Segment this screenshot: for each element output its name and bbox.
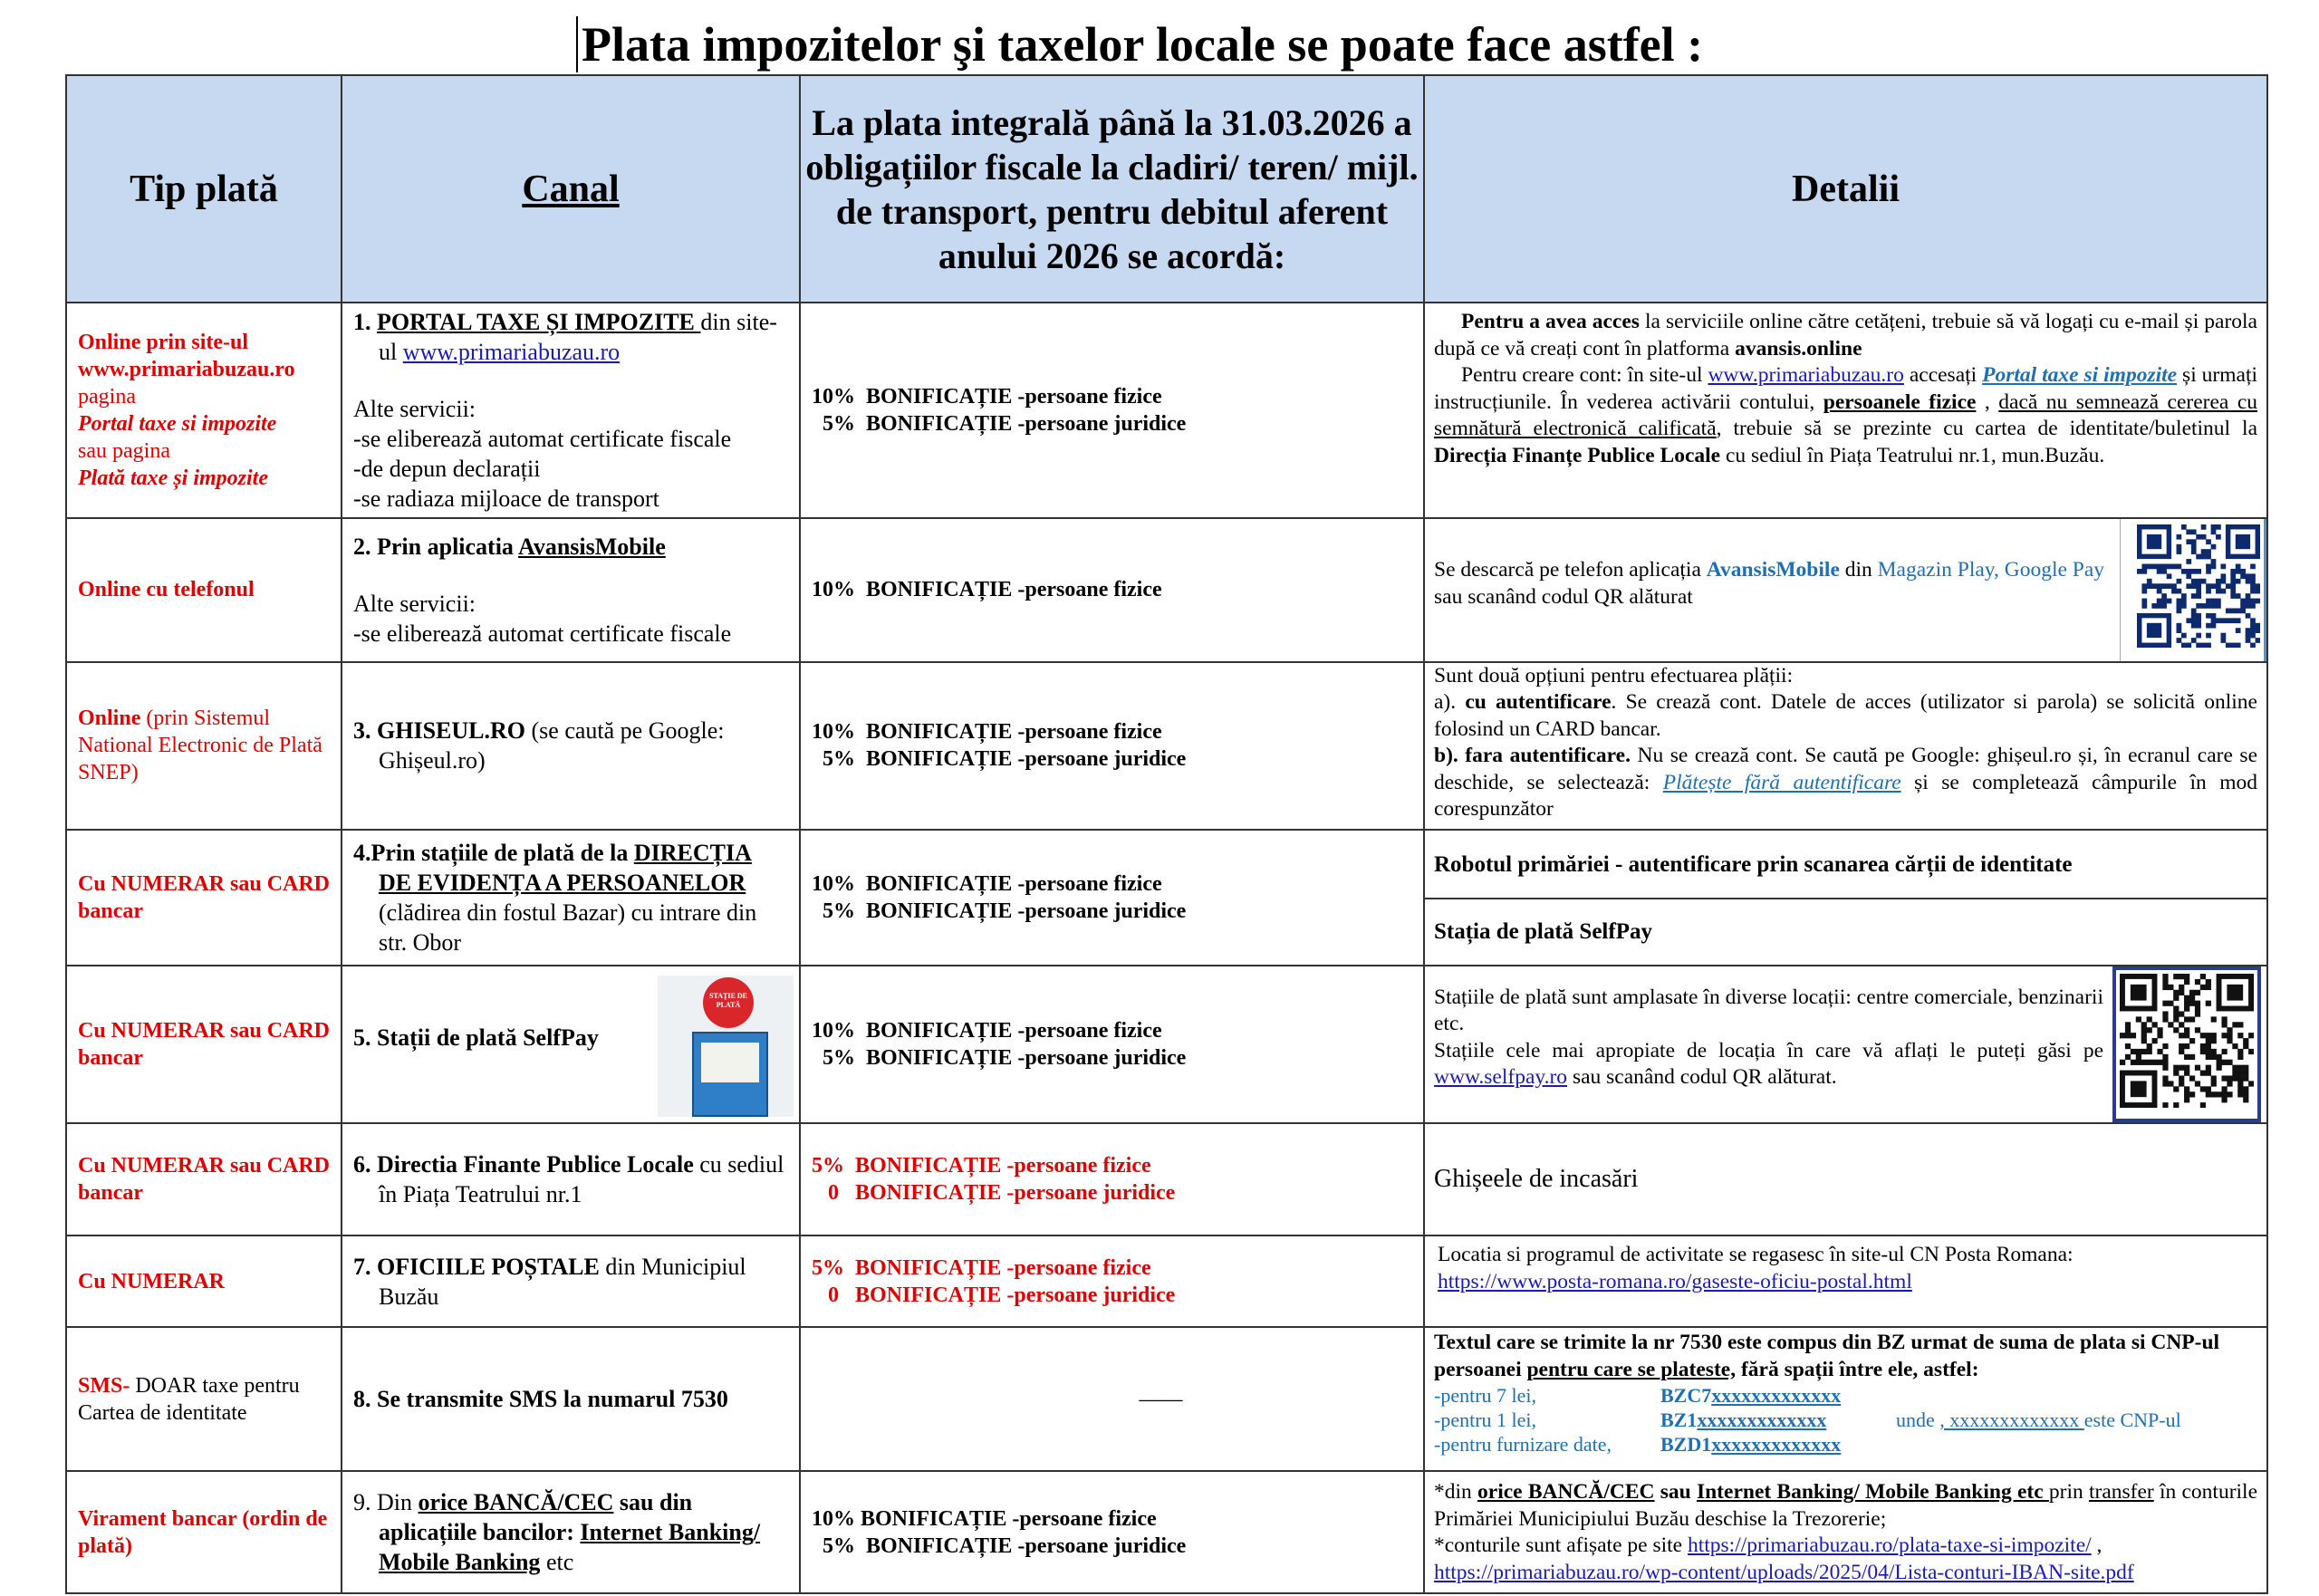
canal-text: Internet Banking/ Mobile Banking [379, 1519, 761, 1575]
posta-romana-link[interactable]: https://www.posta-romana.ro/gaseste-oficiu-postal.html [1438, 1269, 1912, 1293]
canal-title: 3. GHISEUL.RO [353, 717, 525, 744]
bonus-cell [800, 1123, 1424, 1235]
canal-text: 9. Din [353, 1489, 419, 1515]
tip-text: sau pagina [78, 439, 170, 463]
tip-text: Cu NUMERAR sau CARD bancar [78, 1154, 331, 1205]
plateste-fara-autentificare-link[interactable]: Plătește fără autentificare [1662, 770, 1901, 794]
sms-label: -pentru 1 lei, [1434, 1409, 1537, 1431]
table-row [66, 518, 2267, 662]
sms-label: -pentru furnizare date, [1434, 1433, 1612, 1456]
canal-text: Alte servicii: [353, 396, 476, 422]
header-tip: Tip plată [66, 75, 342, 303]
canal-cell [342, 830, 800, 966]
header-detalii: Detalii [1424, 75, 2267, 303]
details-text: Sunt două opțiuni pentru efectuarea plății: [1434, 663, 1794, 687]
avansismobile-text: AvansisMobile [1706, 558, 1840, 582]
details-text: sau scanând codul QR alăturat. [1567, 1065, 1837, 1089]
details-text: Locatia si programul de activitate se regasesc în site-ul CN Posta Romana: [1438, 1243, 2074, 1266]
table-row [66, 303, 2267, 518]
bonus-line: 10% BONIFICAȚIE -persoane fizice [812, 1506, 1157, 1531]
details-text: persoanele fizice [1823, 389, 1977, 414]
bonus-cell [800, 966, 1424, 1124]
canal-title: 7. OFICIILE POȘTALE [353, 1253, 600, 1280]
table-row [66, 830, 2267, 966]
bonus-line: 0 BONIFICAȚIE -persoane juridice [812, 1283, 1176, 1307]
table-header-row [66, 75, 2267, 303]
bonus-cell [800, 1471, 1424, 1593]
details-cell [1424, 303, 2267, 518]
tip-text: Virament bancar (ordin de plată) [78, 1506, 328, 1558]
tip-text: Cu NUMERAR [78, 1269, 225, 1293]
qr-code-icon[interactable] [2137, 524, 2260, 648]
tip-cell [66, 1235, 342, 1327]
tip-text: SMS- [78, 1373, 130, 1398]
canal-text: -se eliberează automat certificate fiscale [353, 426, 732, 452]
bonus-line: 5% BONIFICAȚIE -persoane juridice [812, 412, 1187, 436]
details-text: pentru care se plateste, [1526, 1357, 1737, 1381]
sms-cnp: xxxxxxxxxxxxx [1711, 1384, 1842, 1407]
details-cell [1424, 662, 2267, 830]
canal-text: (clădirea din fostul Bazar) cu intrare din str. Obor [379, 899, 757, 956]
sms-note: , xxxxxxxxxxxxx [1939, 1409, 2084, 1431]
bonus-line: 5% BONIFICAȚIE -persoane juridice [812, 747, 1187, 771]
bonus-line: 10% BONIFICAȚIE -persoane fizice [812, 1018, 1162, 1043]
details-text: Internet Banking/ Mobile Banking etc [1696, 1480, 2049, 1504]
canal-text: din [700, 309, 731, 335]
bonus-line: 5% BONIFICAȚIE -persoane fizice [812, 1154, 1151, 1178]
details-text: și se completează câmpurile în mod corespunzător [1434, 770, 2258, 821]
bonus-line: 5% BONIFICAȚIE -persoane juridice [812, 899, 1187, 923]
tip-cell [66, 830, 342, 966]
kiosk-sign: STAȚIE DE PLATĂ [703, 977, 754, 1028]
details-text: dacă nu semnează cererea cu semnătură electronică calificată [1434, 389, 2258, 440]
details-text: fără spații între ele, astfel: [1736, 1357, 1979, 1381]
kiosk-photo [658, 976, 794, 1117]
page-title: Plata impozitelor şi taxelor locale se poate face astfel : [576, 16, 1703, 72]
tip-text: Online cu telefonul [78, 578, 255, 602]
details-text: din [1839, 558, 1878, 582]
canal-text: -se eliberează automat certificate fiscale [353, 620, 732, 647]
qr-code-icon[interactable] [2120, 974, 2254, 1108]
bonus-line: 5% BONIFICAȚIE -persoane fizice [812, 1255, 1151, 1280]
tip-cell [66, 1123, 342, 1235]
tip-text: Cu NUMERAR sau CARD bancar [78, 1018, 331, 1070]
sms-cnp: xxxxxxxxxxxxx [1697, 1409, 1827, 1431]
canal-cell [342, 1235, 800, 1327]
details-text: Pentru a avea acces [1461, 310, 1640, 333]
canal-text: din Municipiul Buzău [379, 1253, 746, 1310]
canal-cell [342, 662, 800, 830]
bonus-line: 10% BONIFICAȚIE -persoane fizice [812, 578, 1162, 602]
table-row [66, 1327, 2267, 1471]
sms-prefix: BZ1 [1660, 1409, 1698, 1431]
details-cell [1424, 966, 2267, 1124]
canal-cell [342, 1123, 800, 1235]
details-text: transfer [2088, 1480, 2154, 1504]
tip-link-portal[interactable]: Portal taxe si impozite [78, 412, 277, 436]
sms-label: -pentru 7 lei, [1434, 1384, 1537, 1407]
header-canal-label: Canal [522, 168, 620, 210]
details-cell [1424, 1327, 2267, 1471]
tip-text: Online [78, 707, 141, 730]
canal-text: orice BANCĂ/CEC [418, 1489, 614, 1515]
tip-cell [66, 1471, 342, 1593]
details-text: , [2091, 1534, 2102, 1557]
bonus-cell [800, 303, 1424, 518]
tip-text: Online prin site-ul [78, 331, 249, 354]
details-text: prin [2048, 1480, 2089, 1504]
canal-title: 8. Se transmite SMS la numarul 7530 [353, 1386, 728, 1412]
details-text: Nu se crează cont. Se caută pe Google: ghișeul.ro și, în ecranul care se deschide, se selectează: [1434, 744, 2258, 794]
bonus-dash: —— [1139, 1387, 1183, 1411]
canal-title: 6. Directia Finante Publice Locale [353, 1151, 694, 1178]
canal-cell [342, 518, 800, 662]
tip-cell [66, 662, 342, 830]
details-text: cu autentificare [1465, 690, 1612, 714]
canal-cell [342, 966, 800, 1124]
selfpay-link[interactable]: www.selfpay.ro [1434, 1065, 1568, 1089]
bonus-cell [800, 1235, 1424, 1327]
details-text: Pentru creare cont: în site-ul [1461, 363, 1708, 387]
details-text: *din [1434, 1480, 1478, 1504]
tip-text: DOAR taxe pentru Cartea de identitate [78, 1373, 300, 1425]
canal-text: Alte servicii: [353, 590, 476, 617]
canal-text: 2. Prin aplicatia [353, 533, 518, 560]
ghisee-text: Ghișeele de incasări [1434, 1165, 1639, 1194]
canal-cell [342, 303, 800, 518]
details-cell [1424, 1235, 2267, 1327]
canal-title: 5. Stații de plată SelfPay [353, 1024, 599, 1051]
details-text: *conturile sunt afișate pe site [1434, 1534, 1688, 1557]
sms-formats [1434, 1383, 2257, 1457]
portal-taxe-link[interactable]: Portal taxe si impozite [1982, 363, 2178, 387]
bonus-line: 10% BONIFICAȚIE -persoane fizice [812, 385, 1162, 409]
tip-cell [66, 1327, 342, 1471]
lista-conturi-iban-link[interactable]: https://primariabuzau.ro/wp-content/uploads/2025/04/Lista-conturi-IBAN-site.pdf [1434, 1560, 2134, 1584]
tip-text: (prin Sistemul National Electronic de Plată SNEP) [78, 707, 322, 784]
tip-cell [66, 303, 342, 518]
canal-text: sau din aplicațiile bancilor: [379, 1489, 693, 1545]
details-text: sau [1654, 1480, 1697, 1504]
tip-link-plata[interactable]: Plată taxe și impozite [78, 466, 268, 490]
details-text: , [1976, 389, 1999, 414]
plata-taxe-link[interactable]: https://primariabuzau.ro/plata-taxe-si-impozite/ [1687, 1534, 2092, 1557]
canal-text: etc [540, 1549, 574, 1575]
bonus-cell [800, 518, 1424, 662]
selfpay-heading: Stația de plată SelfPay [1434, 918, 1652, 944]
tip-text: pagina [78, 385, 136, 409]
table-row [66, 1471, 2267, 1593]
payment-methods-table [65, 74, 2268, 1594]
canal-text: (se caută pe Google: Ghișeul.ro) [379, 717, 725, 774]
canal-cell [342, 1327, 800, 1471]
details-cell [1424, 518, 2267, 662]
canal-cell [342, 1471, 800, 1593]
bonus-line: 5% BONIFICAȚIE -persoane juridice [812, 1534, 1187, 1558]
details-text: și urmați instrucțiunile. În vederea activării contului, [1434, 363, 2258, 414]
details-text: Direcția Finanțe Publice Locale [1434, 443, 1721, 467]
canal-text: -se radiaza mijloace de transport [353, 486, 659, 512]
canal-title: AvansisMobile [518, 533, 666, 560]
table-row [66, 662, 2267, 830]
table-row [66, 1123, 2267, 1235]
tip-cell [66, 518, 342, 662]
details-cell [1424, 1123, 2267, 1235]
details-text: la serviciile online către cetățeni, trebuie să vă logați cu e-mail și parola după ce vă creați cont în platforma [1434, 310, 2257, 361]
sms-note: unde [1896, 1409, 1940, 1431]
details-text: Se descarcă pe telefon aplicația [1434, 558, 1707, 582]
header-canal [342, 75, 800, 303]
details-text: . Se crează cont. Datele de acces (utilizator si parola) se solicită online folosind un CARD bancar. [1434, 690, 2257, 741]
store-names: Magazin Play, Google Pay [1877, 558, 2105, 582]
canal-text: site-ul [379, 309, 777, 365]
bonus-cell [800, 830, 1424, 966]
table-row [66, 1235, 2267, 1327]
details-text: , trebuie să se prezinte cu cartea de identitate/buletinul la [1716, 417, 2257, 440]
primariabuzau-link[interactable]: www.primariabuzau.ro [1708, 363, 1904, 387]
details-text: avansis.online [1735, 336, 1862, 361]
canal-title: DIRECȚIA DE EVIDENȚA A PERSOANELOR [379, 839, 752, 896]
tip-cell [66, 966, 342, 1124]
primariabuzau-link[interactable]: www.primariabuzau.ro [402, 339, 621, 365]
canal-text: 1. [353, 309, 377, 335]
sms-prefix: BZD1 [1660, 1433, 1712, 1456]
details-text: a). [1434, 690, 1466, 714]
canal-text: -de depun declarații [353, 456, 541, 482]
details-text: orice BANCĂ/CEC [1477, 1480, 1655, 1504]
details-cell [1424, 1471, 2267, 1593]
bonus-line: 10% BONIFICAȚIE -persoane fizice [812, 720, 1162, 744]
details-text: cu sediul în Piața Teatrului nr.1, mun.Buzău. [1720, 443, 2105, 467]
bonus-cell [800, 1327, 1424, 1471]
details-text: în conturile Primăriei Municipiului Buzău deschise la Trezorerie; [1434, 1480, 2258, 1531]
sms-cnp: xxxxxxxxxxxxx [1711, 1433, 1842, 1456]
tip-text: www.primariabuzau.ro [78, 358, 295, 381]
details-text: Stațiile de plată sunt amplasate în diverse locații: centre comerciale, benzinarii etc. [1434, 985, 2103, 1035]
canal-text: cu sediul în Piața Teatrului nr.1 [379, 1151, 784, 1207]
details-text: sau scanând codul QR alăturat [1434, 584, 1693, 609]
bonus-line: 10% BONIFICAȚIE -persoane fizice [812, 871, 1162, 896]
robot-text: Robotul primăriei - autentificare prin scanarea cărții de identitate [1425, 831, 2266, 899]
bonus-line: 5% BONIFICAȚIE -persoane juridice [812, 1045, 1187, 1070]
canal-text: 4.Prin stațiile de plată de la [353, 839, 634, 866]
table-row [66, 966, 2267, 1124]
bonus-cell [800, 662, 1424, 830]
details-text: Textul care se trimite la nr 7530 este compus din BZ urmat de suma de plata si CNP-ul persoanei [1434, 1331, 2220, 1381]
details-text: b). fara autentificare. [1434, 744, 1631, 767]
sms-note: este CNP-ul [2083, 1409, 2181, 1431]
details-text: accesați [1903, 363, 1983, 387]
details-cell [1424, 830, 2267, 966]
header-bonus: La plata integrală până la 31.03.2026 a obligațiilor fiscale la cladiri/ teren/ mijl. de transport, pentru debitul aferent anului 2026 se acordă: [800, 75, 1424, 303]
canal-title: PORTAL TAXE ȘI IMPOZITE [377, 309, 701, 335]
sms-prefix: BZC7 [1660, 1384, 1712, 1407]
bonus-line: 0 BONIFICAȚIE -persoane juridice [812, 1181, 1176, 1205]
details-text: Stațiile cele mai apropiate de locația în care vă aflați le puteți găsi pe [1434, 1038, 2103, 1062]
tip-text: Cu NUMERAR sau CARD bancar [78, 871, 331, 923]
